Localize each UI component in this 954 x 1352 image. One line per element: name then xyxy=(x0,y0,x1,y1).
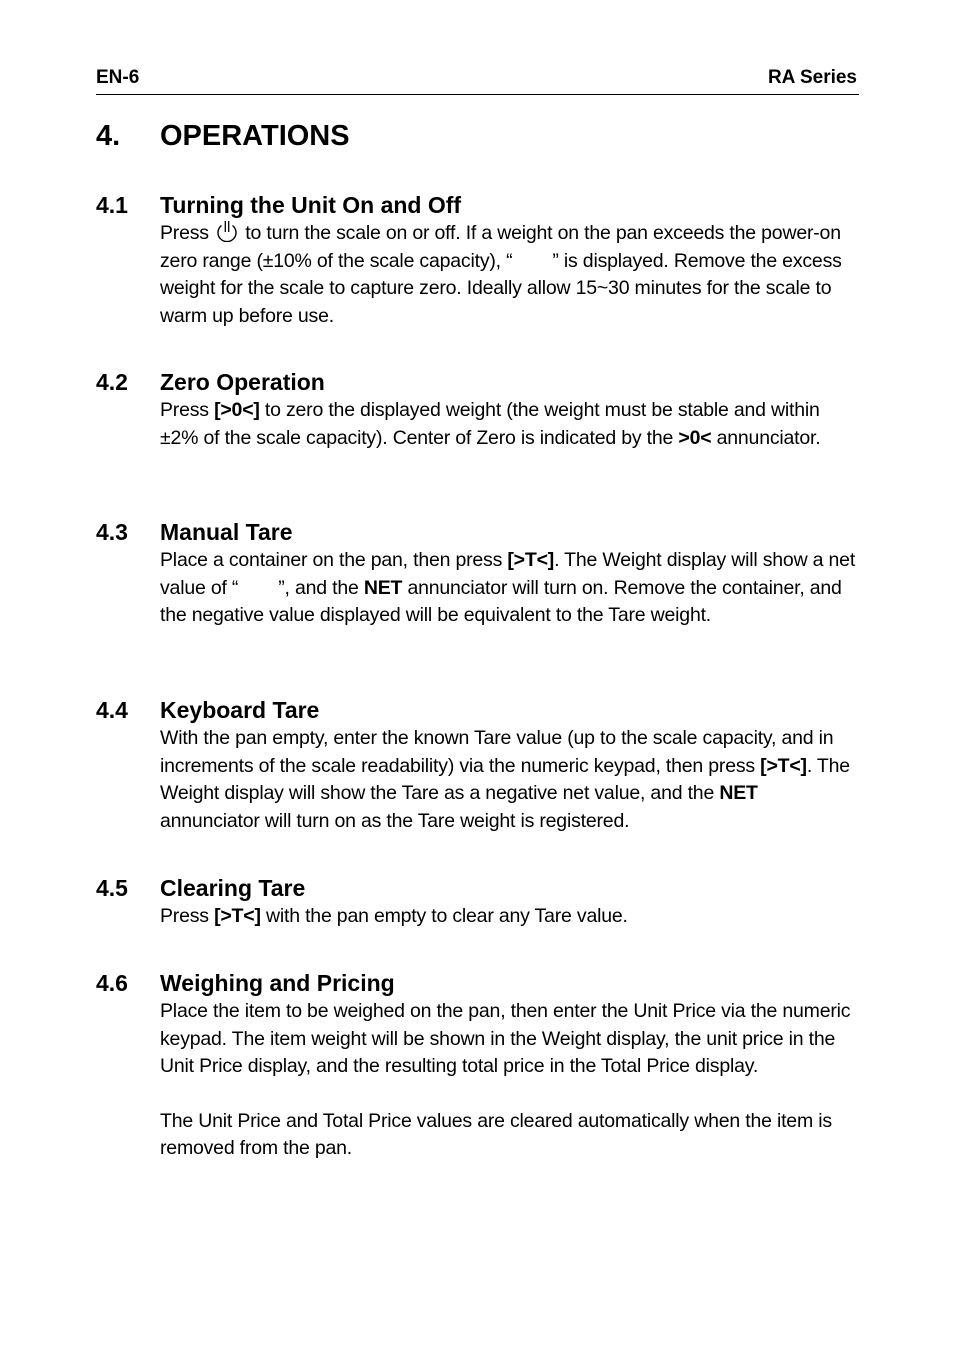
zero-annunciator: >0< xyxy=(678,426,712,449)
section-body xyxy=(160,547,860,630)
text: to zero the displayed weight (the weight must be stable and within ±2% of the scale capacity). Center of Zero is indicated by the xyxy=(160,399,820,449)
net-annunciator: NET xyxy=(719,782,758,804)
section-body xyxy=(160,903,860,931)
chapter-number: 4. xyxy=(96,120,121,152)
section-weighing-pricing xyxy=(96,968,860,1163)
text: With the pan empty, enter the known Tare value (up to the scale capacity, and in increments of the scale readability) via the numeric keypad, then press xyxy=(160,727,834,777)
page-number: EN-6 xyxy=(96,67,140,88)
text: annunciator will turn on as the Tare weight is registered. xyxy=(160,809,630,832)
net-annunciator: NET xyxy=(363,576,403,599)
text: Press xyxy=(160,905,215,927)
text: ” is displayed. Remove the excess weight for the scale to capture zero. Ideally allow 15~30 minutes for the scale to warm up before use. xyxy=(160,249,842,327)
section-number: 4.5 xyxy=(96,875,128,901)
chapter-heading xyxy=(96,120,350,153)
paragraph: The Unit Price and Total Price values are cleared automatically when the item is removed from the pan. xyxy=(160,1109,832,1159)
text: with the pan empty to clear any Tare value. xyxy=(260,905,628,927)
section-number: 4.1 xyxy=(96,192,128,218)
section-number: 4.3 xyxy=(96,519,128,545)
page-header xyxy=(96,64,859,95)
section-body xyxy=(160,397,860,452)
section-keyboard-tare xyxy=(96,695,860,835)
section-body xyxy=(160,725,860,835)
text: annunciator. xyxy=(711,426,821,449)
section-title-text: Manual Tare xyxy=(160,519,293,545)
section-title xyxy=(96,517,860,547)
section-zero-operation xyxy=(96,367,860,452)
text: ”, and the xyxy=(278,576,364,599)
text: Place a container on the pan, then press xyxy=(160,549,508,571)
section-number: 4.6 xyxy=(96,970,128,996)
paragraph xyxy=(160,547,860,630)
zero-key: [>0<] xyxy=(214,399,260,421)
text: . The Weight display will show the Tare as a negative net value, and the xyxy=(160,754,850,804)
section-title xyxy=(96,968,860,998)
paragraph xyxy=(160,725,860,835)
section-number: 4.4 xyxy=(96,697,128,723)
section-title xyxy=(96,367,860,397)
section-title-text: Keyboard Tare xyxy=(160,697,320,723)
text: to turn the scale on or off. If a weight on the pan exceeds the power-on zero range (±10% of the scale capacity), “ xyxy=(160,222,841,272)
section-body xyxy=(160,998,860,1163)
paragraph: Place the item to be weighed on the pan, then enter the Unit Price via the numeric keypad. The item weight will be shown in the Weight display, the unit price in the Unit Price display, and the resulting total price in the Total Price display. xyxy=(160,1000,851,1077)
text: . The Weight display will show a net value of “ xyxy=(160,549,856,599)
section-title xyxy=(96,695,860,725)
section-manual-tare xyxy=(96,517,860,630)
power-icon xyxy=(214,220,240,242)
section-title-text: Weighing and Pricing xyxy=(160,970,395,996)
chapter-title: OPERATIONS xyxy=(160,120,350,152)
section-title xyxy=(96,190,860,220)
section-turning-on-off xyxy=(96,190,860,330)
section-number: 4.2 xyxy=(96,369,128,395)
section-title xyxy=(96,873,860,903)
paragraph xyxy=(160,220,860,330)
series-name: RA Series xyxy=(767,67,857,88)
tare-key: [>T<] xyxy=(760,754,807,777)
tare-key: [>T<] xyxy=(214,905,261,927)
section-title-text: Zero Operation xyxy=(160,369,325,395)
section-body xyxy=(160,220,860,330)
section-clearing-tare xyxy=(96,873,860,931)
text: Press xyxy=(160,399,215,421)
section-title-text: Turning the Unit On and Off xyxy=(160,192,462,218)
paragraph xyxy=(160,397,860,452)
text: annunciator will turn on. Remove the container, and the negative value displayed will be equivalent to the Tare weight. xyxy=(160,576,842,626)
tare-key: [>T<] xyxy=(507,549,555,571)
paragraph xyxy=(160,903,860,931)
section-title-text: Clearing Tare xyxy=(160,875,306,901)
text: Press xyxy=(160,222,209,244)
